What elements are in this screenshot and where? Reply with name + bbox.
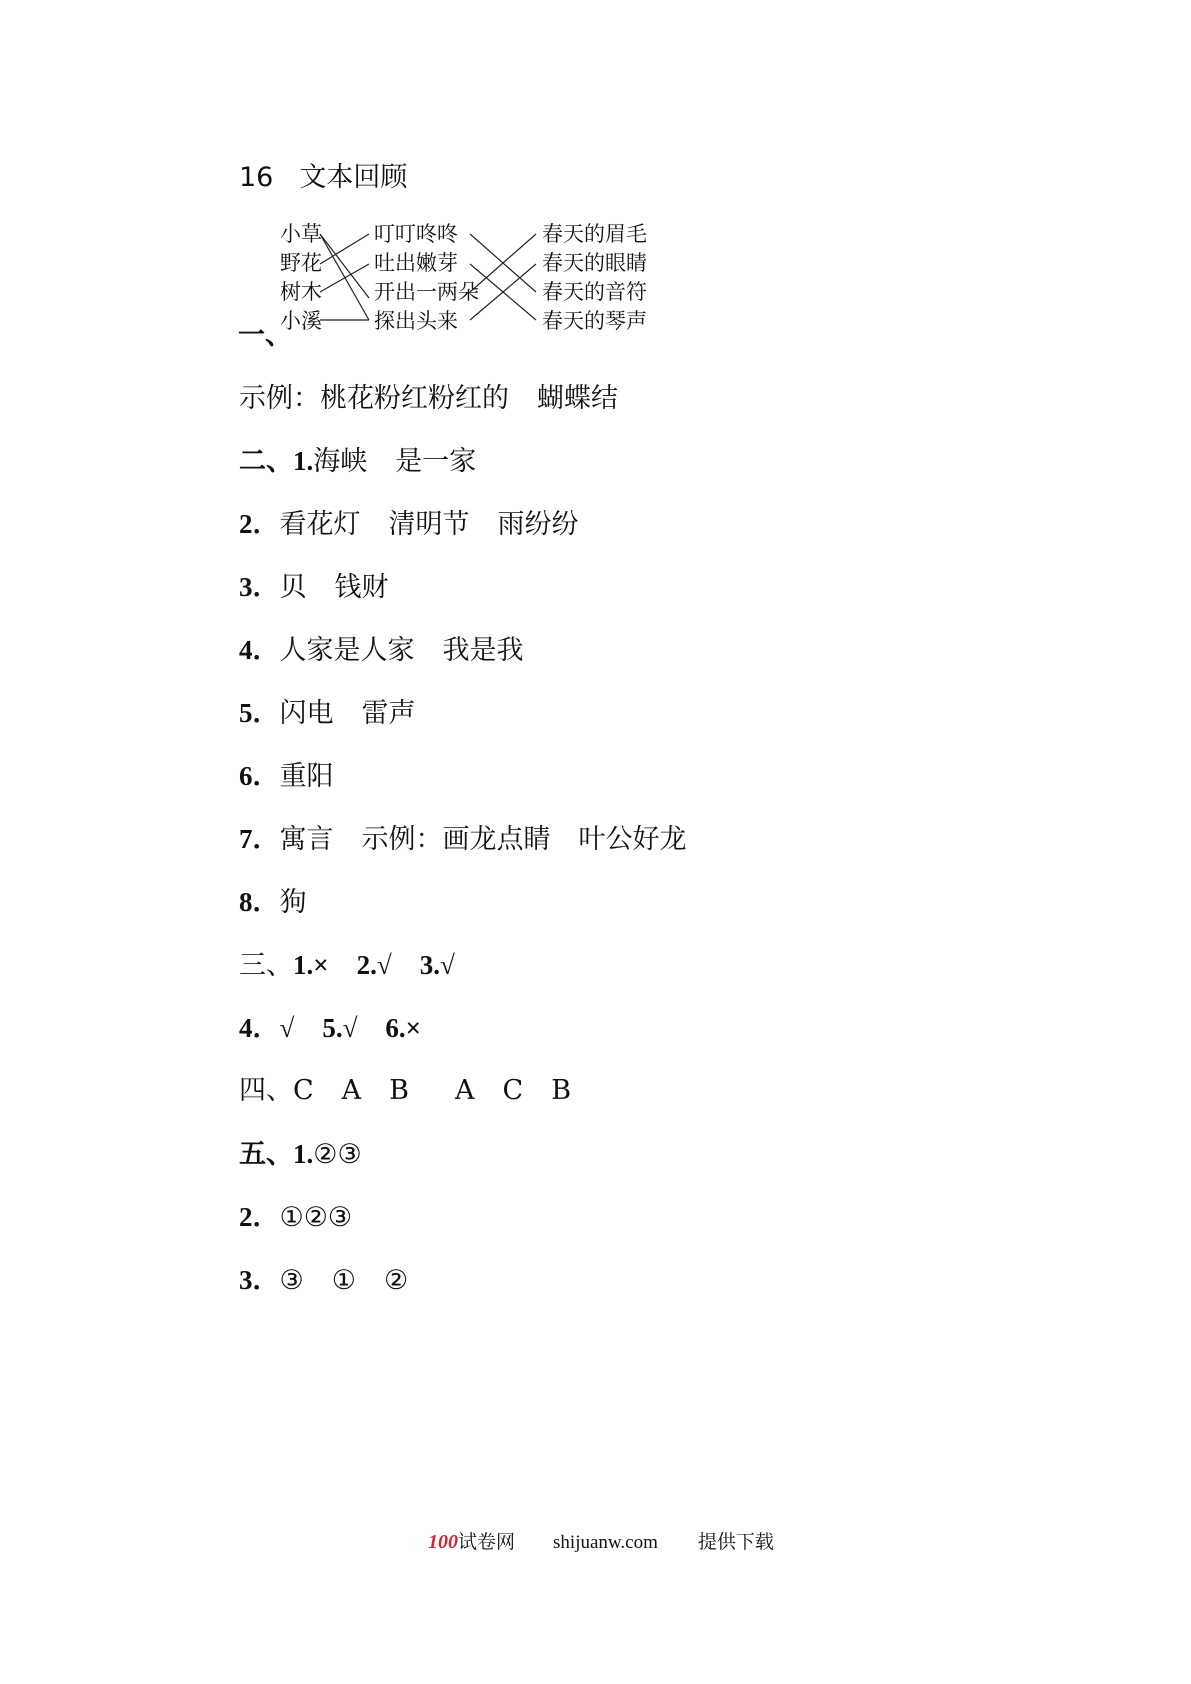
site-logo: 100 xyxy=(428,1531,458,1553)
example-text: 示例：桃花粉红粉红的 xyxy=(239,383,509,414)
answer-part: 叶公好龙 xyxy=(578,824,687,855)
section-five-label: 五、1. xyxy=(239,1139,314,1169)
match-word: 野花 xyxy=(280,251,322,275)
answer-part: ①②③ xyxy=(279,1202,353,1233)
question-label: 2． xyxy=(239,509,280,539)
judge-item: 4．√ xyxy=(239,1013,295,1043)
judge-item: 1.× xyxy=(293,950,329,980)
answer-line xyxy=(239,633,524,668)
question-label: 5． xyxy=(239,698,280,728)
choice: B xyxy=(551,1075,572,1106)
answer-part: 钱财 xyxy=(334,572,389,603)
match-word: 春天的眉毛 xyxy=(542,222,647,246)
answer-line xyxy=(239,570,389,605)
answer-part: ① xyxy=(331,1265,356,1296)
answer-line xyxy=(239,444,476,479)
section-one-marker: 一、 xyxy=(238,320,292,351)
link-line xyxy=(320,234,369,264)
match-word: 探出头来 xyxy=(374,309,458,333)
answer-part: 人家是人家 xyxy=(279,635,415,666)
question-label: 4． xyxy=(239,635,280,665)
question-label: 6． xyxy=(239,761,280,791)
judge-item: 6.× xyxy=(385,1013,422,1043)
download-text: 提供下载 xyxy=(697,1532,774,1553)
answer-line xyxy=(239,507,579,542)
matching-exercise xyxy=(280,212,680,347)
answer-part: ③ xyxy=(279,1265,304,1296)
answer-line xyxy=(239,822,687,857)
title-text: 文本回顾 xyxy=(299,162,408,193)
section-three-label: 三、 xyxy=(239,950,293,981)
question-label: 3． xyxy=(239,1265,280,1295)
match-word: 开出一两朵 xyxy=(374,280,479,304)
match-word: 小草 xyxy=(280,222,322,246)
choice: B xyxy=(389,1075,410,1106)
answer-part: 海峡 xyxy=(313,446,368,477)
answer-part: 重阳 xyxy=(279,761,334,792)
answer-line xyxy=(239,696,416,731)
section-three-line2 xyxy=(239,1011,421,1046)
answer-part: 贝 xyxy=(279,572,307,603)
answer-part: 闪电 xyxy=(279,698,334,729)
match-word: 树木 xyxy=(280,280,322,304)
section-one-example xyxy=(239,382,618,416)
answer-part: 雨纷纷 xyxy=(497,509,579,540)
answer-part: 清明节 xyxy=(388,509,470,540)
match-word: 吐出嫩芽 xyxy=(374,251,458,275)
match-word: 春天的音符 xyxy=(542,280,647,304)
question-label: 2． xyxy=(239,1202,280,1232)
example-tail: 蝴蝶结 xyxy=(537,383,618,414)
answer-part: ②③ xyxy=(313,1139,362,1170)
answer-part: 是一家 xyxy=(395,446,477,477)
question-label: 二、1. xyxy=(239,446,314,476)
answer-part: ② xyxy=(383,1265,409,1296)
section-five-line2 xyxy=(239,1200,352,1235)
site-logo-text: 试卷网 xyxy=(458,1532,516,1553)
question-label: 7． xyxy=(239,824,280,854)
section-five-line3 xyxy=(239,1263,408,1298)
judge-item: 2.√ xyxy=(356,950,392,980)
judge-item: 5.√ xyxy=(322,1013,358,1043)
match-word: 春天的眼睛 xyxy=(542,251,647,275)
section-four-label: 四、 xyxy=(239,1075,293,1106)
page-title xyxy=(239,155,407,194)
answer-line xyxy=(239,885,307,920)
answer-part: 我是我 xyxy=(442,635,524,666)
answer-part: 看花灯 xyxy=(279,509,361,540)
question-label: 3． xyxy=(239,572,280,602)
section-four-line xyxy=(239,1074,571,1108)
choice: C xyxy=(502,1075,524,1106)
answer-part: 雷声 xyxy=(361,698,416,729)
answer-part: 示例：画龙点睛 xyxy=(361,824,551,855)
link-line xyxy=(320,234,369,320)
page-footer xyxy=(428,1527,774,1554)
choice: C xyxy=(293,1075,314,1106)
answer-part: 狗 xyxy=(279,887,307,918)
choice: A xyxy=(341,1075,362,1106)
section-three-line1 xyxy=(239,948,455,983)
section-five-line1 xyxy=(239,1137,362,1172)
title-number: 16 xyxy=(239,162,274,193)
answer-line xyxy=(239,759,334,794)
match-word: 叮叮咚咚 xyxy=(374,222,458,246)
match-word: 小溪 xyxy=(280,309,322,333)
question-label: 8． xyxy=(239,887,280,917)
match-word: 春天的琴声 xyxy=(542,309,647,333)
choice: A xyxy=(455,1075,475,1106)
judge-item: 3.√ xyxy=(419,950,455,980)
site-url[interactable]: shijuanw.com xyxy=(553,1532,658,1553)
answer-part: 寓言 xyxy=(279,824,334,855)
